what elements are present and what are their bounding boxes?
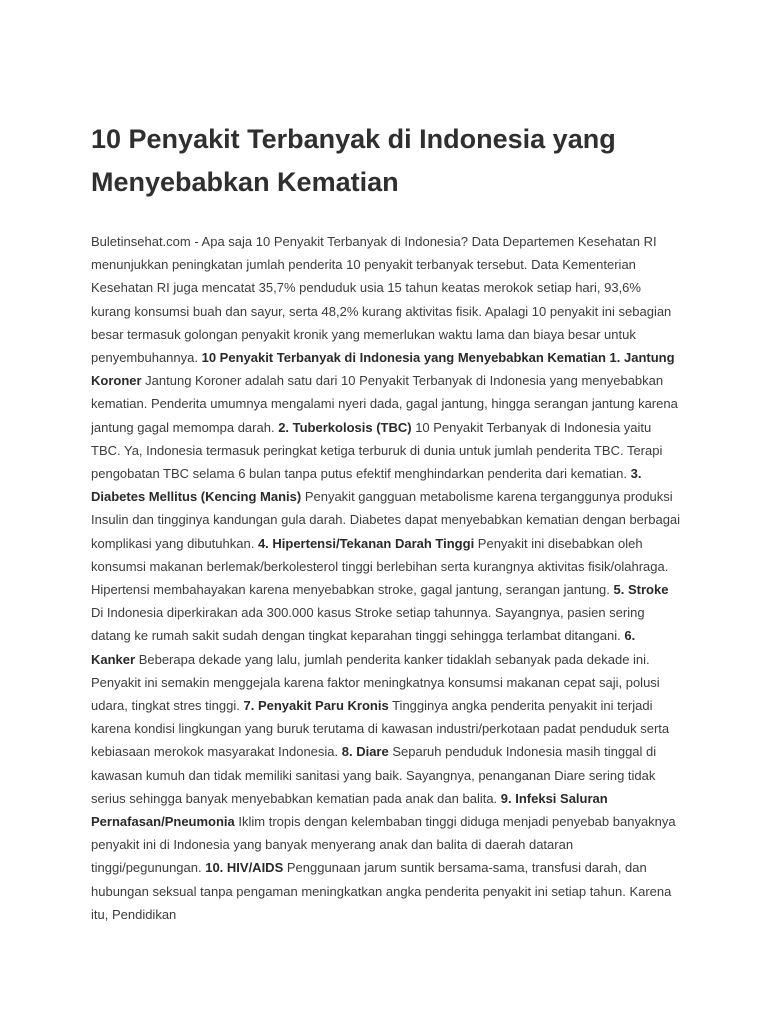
- body-text-segment: Penyakit gangguan metabolisme karena terganggunya produksi Insulin dan tingginya kandungan gula darah. Diabetes dapat menyebabkan kematian dengan berbagai komplikasi yang dibutuhkan.: [91, 489, 681, 551]
- body-text-segment: Penyakit ini disebabkan oleh konsumsi makanan berlemak/berkolesterol tinggi berlebihan serta kurangnya aktivitas fisik/olahraga. Hipertensi membahayakan karena menyebabkan stroke, gagal jantung, serangan jantung.: [91, 535, 669, 598]
- article-body: [91, 230, 681, 926]
- body-heading-segment: 7. Penyakit Paru Kronis: [243, 698, 389, 714]
- body-text-segment: Iklim tropis dengan kelembaban tinggi diduga menjadi penyebab banyaknya penyakit ini di Indonesia yang banyak menyerang anak dan balita di daerah dataran tinggi/pegunungan.: [91, 814, 676, 876]
- body-text-segment: Penggunaan jarum suntik bersama-sama, transfusi darah, dan hubungan seksual tanpa pengaman meningkatkan angka penderita penyakit ini setiap tahun. Karena itu, Pendidikan: [91, 860, 672, 922]
- body-text-segment: Di Indonesia diperkirakan ada 300.000 kasus Stroke setiap tahunnya. Sayangnya, pasien sering datang ke rumah sakit sudah dengan tingkat keparahan tinggi sehingga terlambat ditangani.: [91, 605, 645, 644]
- body-text-segment: Beberapa dekade yang lalu, jumlah penderita kanker tidaklah sebanyak pada dekade ini. Penyakit ini semakin menggejala karena faktor meningkatnya konsumsi makanan cepat saji, polusi udara, tingkat stres tinggi.: [91, 651, 660, 714]
- body-heading-segment: 3. Diabetes Mellitus (Kencing Manis): [91, 466, 642, 505]
- body-heading-segment: 4. Hipertensi/Tekanan Darah Tinggi: [257, 535, 475, 551]
- body-heading-segment: 6. Kanker: [91, 628, 636, 667]
- article-title: 10 Penyakit Terbanyak di Indonesia yang Menyebabkan Kematian: [91, 124, 616, 197]
- body-text-segment: Separuh penduduk Indonesia masih tinggal di kawasan kumuh dan tidak memiliki sanitasi yang baik. Sayangnya, penanganan Diare sering tidak serius sehingga banyak menyebabkan kematian pada anak dan balita.: [91, 744, 657, 806]
- body-text-segment: Tingginya angka penderita penyakit ini terjadi karena kondisi lingkungan yang buruk terutama di kawasan industri/perkotaan padat penduduk serta kebiasaan merokok masyarakat Indonesia.: [91, 698, 670, 760]
- body-heading-segment: 10. HIV/AIDS: [205, 860, 284, 876]
- body-text-segment: Buletinsehat.com - Apa saja 10 Penyakit Terbanyak di Indonesia? Data Departemen Kesehatan RI menunjukkan peningkatan jumlah penderita 10 penyakit terbanyak tersebut. Data Kementerian Kesehatan RI juga mencatat 35,7% penduduk usia 15 tahun keatas merokok setiap hari, 93,6% kurang konsumsi buah dan sayur, serta 48,2% kurang aktivitas fisik. Apalagi 10 penyakit ini sebagian besar termasuk golongan penyakit kronik yang memerlukan waktu lama dan biaya besar untuk penyembuhannya.: [91, 234, 672, 366]
- body-heading-segment: 9. Infeksi Saluran Pernafasan/Pneumonia: [91, 790, 608, 830]
- body-heading-segment: 10 Penyakit Terbanyak di Indonesia yang Menyebabkan Kematian 1. Jantung Koroner: [91, 350, 675, 389]
- body-heading-segment: 2. Tuberkolosis (TBC): [278, 419, 412, 435]
- body-text-segment: Jantung Koroner adalah satu dari 10 Penyakit Terbanyak di Indonesia yang menyebabkan kematian. Penderita umumnya mengalami nyeri dada, gagal jantung, hingga serangan jantung karena jantung gagal memompa darah.: [91, 373, 678, 435]
- body-text-segment: 10 Penyakit Terbanyak di Indonesia yaitu TBC. Ya, Indonesia termasuk peringkat ketiga terburuk di dunia untuk jumlah penderita TBC. Terapi pengobatan TBC selama 6 bulan tanpa putus efektif menghindarkan penderita dari kematian.: [91, 419, 663, 482]
- body-heading-segment: 5. Stroke: [613, 582, 669, 598]
- body-heading-segment: 8. Diare: [341, 744, 389, 760]
- document-page: [91, 118, 681, 926]
